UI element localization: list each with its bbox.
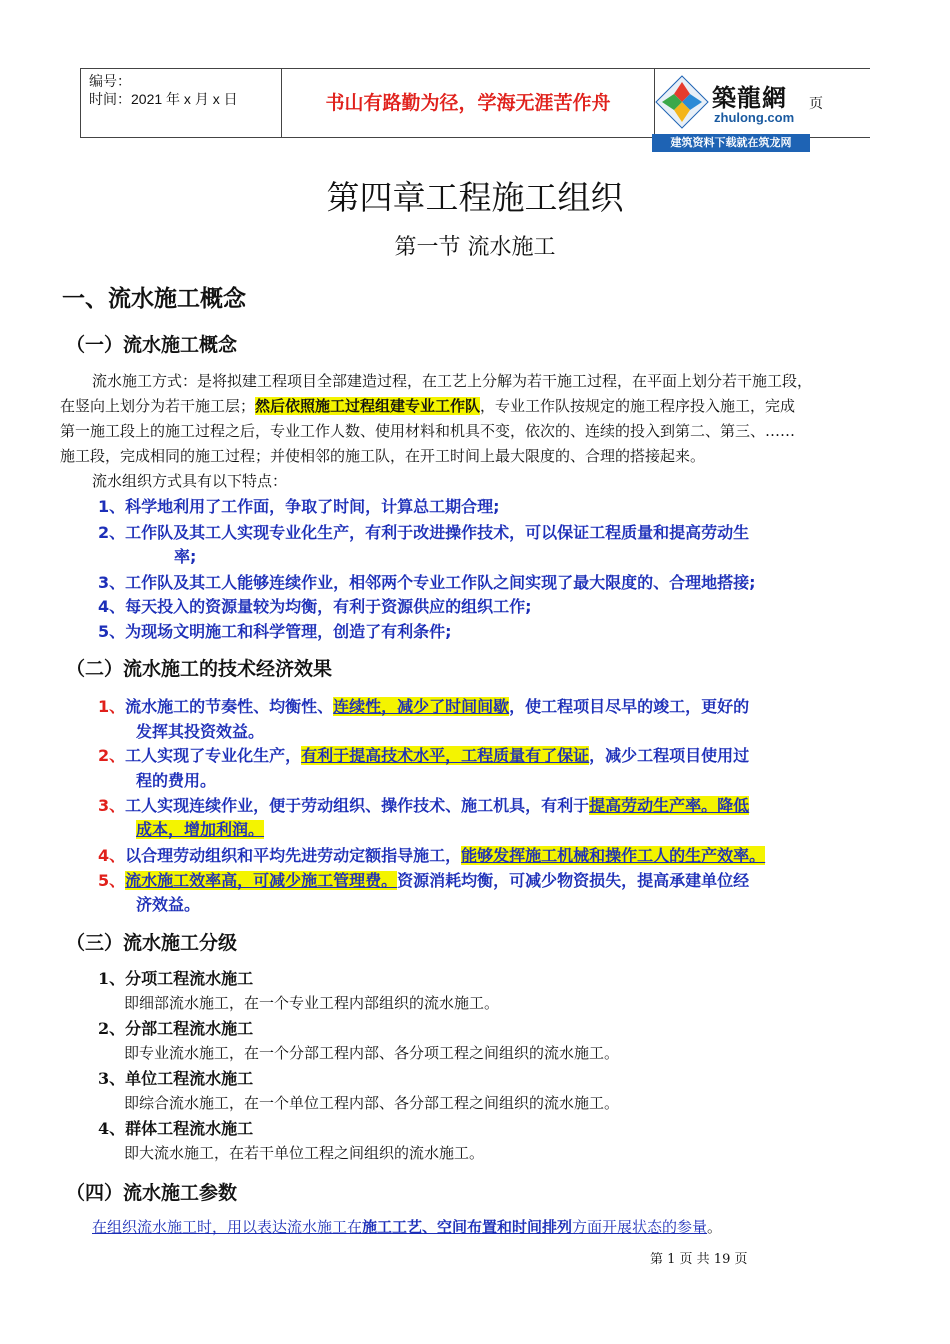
level-4-desc: 即大流水施工，在若干单位工程之间组织的流水施工。 [124,1144,485,1162]
effect-1: 1、流水施工的节奏性、均衡性、连续性，减少了时间间歇，使工程项目尽早的竣工，更好的 [98,697,750,716]
feature-2: 2、工作队及其工人实现专业化生产，有利于改进操作技术，可以保证工程质量和提高劳动生 [98,523,750,542]
part1-line-2: 在竖向上划分为若干施工层；然后依照施工过程组建专业工作队，专业工作队按规定的施工程序投入施工，完成 [60,397,796,415]
page-footer: 第 1 页 共 19 页 [650,1252,748,1267]
part2-heading: （二）流水施工的技术经济效果 [66,658,333,680]
part1-line-4: 施工段，完成相同的施工过程；并使相邻的施工队，在开工时间上最大限度的、合理的搭接起来。 [60,447,706,465]
effect-5: 5、流水施工效率高，可减少施工管理费。资源消耗均衡，可减少物资损失，提高承建单位经 [98,871,750,890]
feature-5: 5、为现场文明施工和科学管理，创造了有利条件; [98,622,452,641]
feature-4: 4、每天投入的资源量较为均衡，有利于资源供应的组织工作; [98,597,532,616]
logo-brand: 築龍網 [712,84,787,112]
part4-heading: （四）流水施工参数 [66,1182,238,1204]
effect-1-cont: 发挥其投资效益。 [136,722,265,741]
feature-3: 3、工作队及其工人能够连续作业，相邻两个专业工作队之间实现了最大限度的、合理地搭接; [98,573,756,592]
part1-heading: （一）流水施工概念 [66,334,238,356]
part1-line-5: 流水组织方式具有以下特点： [92,472,288,490]
part1-line-1: 流水施工方式：是将拟建工程项目全部建造过程，在工艺上分解为若干施工过程，在平面上划分若干施工段， [92,372,813,390]
level-3-desc: 即综合流水施工，在一个单位工程内部、各分部工程之间组织的流水施工。 [124,1094,620,1112]
effect-3-cont: 成本，增加利润。 [136,820,265,839]
chapter-title: 第四章工程施工组织 [326,178,624,217]
part1-highlight: 然后依照施工过程组建专业工作队 [255,397,481,415]
time-label: 时间：2021 年 x 月 x 日 [89,91,238,107]
effect-4: 4、以合理劳动组织和平均先进劳动定额指导施工，能够发挥施工机械和操作工人的生产效率。 [98,846,766,865]
effect-2: 2、工人实现了专业化生产，有利于提高技术水平，工程质量有了保证，减少工程项目使用过 [98,746,750,765]
level-1-title: 1、分项工程流水施工 [98,969,254,988]
section-title: 第一节 流水施工 [394,235,556,260]
feature-1: 1、科学地利用了工作面，争取了时间，计算总工期合理; [98,497,500,516]
effect-3: 3、工人实现连续作业，便于劳动组织、操作技术、施工机具，有利于提高劳动生产率。降低 [98,796,750,815]
number-label: 编号： [89,73,131,89]
header-motto: 书山有路勤为径，学海无涯苦作舟 [282,69,655,137]
header-page-label: 页 [809,96,823,112]
logo-tagline: 建筑资料下载就在筑龙网 [652,134,810,152]
feature-2-cont: 率; [174,547,197,566]
level-2-title: 2、分部工程流水施工 [98,1019,254,1038]
level-3-title: 3、单位工程流水施工 [98,1069,254,1088]
level-4-title: 4、群体工程流水施工 [98,1119,254,1138]
level-2-desc: 即专业流水施工，在一个分部工程内部、各分项工程之间组织的流水施工。 [124,1044,620,1062]
logo-url: zhulong.com [714,110,795,125]
effect-2-cont: 程的费用。 [136,771,217,790]
heading-1: 一、流水施工概念 [62,286,246,312]
header-meta [80,69,282,137]
logo-diamond-icon [654,74,710,130]
zhulong-logo [652,72,810,152]
part4-text: 在组织流水施工时，用以表达流水施工在施工工艺、空间布置和时间排列方面开展状态的参量。 [92,1218,723,1236]
part1-line-3: 第一施工段上的施工过程之后，专业工作人数、使用材料和机具不变，依次的、连续的投入到第二、第三、…… [60,422,796,440]
level-1-desc: 即细部流水施工，在一个专业工程内部组织的流水施工。 [124,994,500,1012]
part3-heading: （三）流水施工分级 [66,932,238,954]
effect-5-cont: 济效益。 [136,895,201,914]
